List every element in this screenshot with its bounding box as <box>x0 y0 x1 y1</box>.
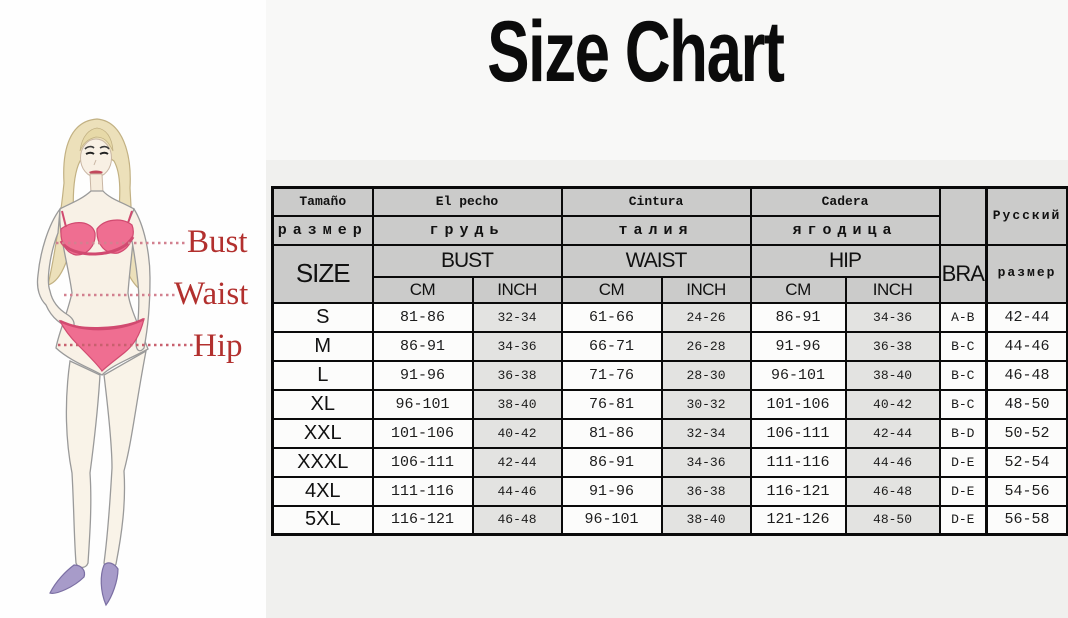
cell-waist-inch: 36-38 <box>662 477 751 506</box>
header-tamano: Tamaño <box>273 188 373 216</box>
header-bra: BRA <box>940 245 987 303</box>
cell-ru-size: 50-52 <box>987 419 1068 448</box>
header-el-pecho: El pecho <box>373 188 562 216</box>
header-razmer-ru-col: размер <box>987 245 1068 303</box>
cell-waist-cm: 81-86 <box>562 419 662 448</box>
cell-size: XL <box>273 390 373 419</box>
cell-size: XXL <box>273 419 373 448</box>
cell-bra: A-B <box>940 303 987 332</box>
header-waist-inch: INCH <box>662 277 751 303</box>
cell-bust-inch: 36-38 <box>473 361 562 390</box>
cell-hip-inch: 42-44 <box>846 419 940 448</box>
cell-waist-cm: 76-81 <box>562 390 662 419</box>
header-yagoditsa: ягодица <box>751 216 940 245</box>
shoe-left <box>50 565 85 593</box>
cell-hip-inch: 46-48 <box>846 477 940 506</box>
header-cadera: Cadera <box>751 188 940 216</box>
cell-bra: B-C <box>940 390 987 419</box>
cell-waist-cm: 91-96 <box>562 477 662 506</box>
cell-bust-cm: 91-96 <box>373 361 473 390</box>
cell-bust-cm: 101-106 <box>373 419 473 448</box>
cell-size: 4XL <box>273 477 373 506</box>
cell-waist-inch: 38-40 <box>662 506 751 535</box>
cell-bra: B-C <box>940 332 987 361</box>
cell-bust-cm: 106-111 <box>373 448 473 477</box>
leg-right <box>104 351 146 568</box>
cell-waist-inch: 34-36 <box>662 448 751 477</box>
header-taliya: талия <box>562 216 751 245</box>
body-measurement-illustration <box>0 113 270 618</box>
cell-bust-inch: 32-34 <box>473 303 562 332</box>
size-row-m <box>273 332 1068 361</box>
header-empty-cell <box>940 188 987 245</box>
cell-bust-inch: 38-40 <box>473 390 562 419</box>
header-hip-cm: CM <box>751 277 846 303</box>
cell-bust-cm: 81-86 <box>373 303 473 332</box>
header-waist: WAIST <box>562 245 751 277</box>
cell-hip-inch: 48-50 <box>846 506 940 535</box>
header-razmer: размер <box>273 216 373 245</box>
header-hip: HIP <box>751 245 940 277</box>
page-title: Size Chart <box>486 4 784 100</box>
cell-waist-inch: 24-26 <box>662 303 751 332</box>
cell-ru-size: 42-44 <box>987 303 1068 332</box>
size-row-s <box>273 303 1068 332</box>
header-russkiy: Русский <box>987 188 1068 245</box>
cell-bra: B-C <box>940 361 987 390</box>
cell-bust-inch: 42-44 <box>473 448 562 477</box>
cell-bust-cm: 86-91 <box>373 332 473 361</box>
cell-hip-inch: 36-38 <box>846 332 940 361</box>
header-row-spanish <box>273 188 1068 216</box>
cell-hip-cm: 91-96 <box>751 332 846 361</box>
header-waist-cm: CM <box>562 277 662 303</box>
cell-hip-inch: 40-42 <box>846 390 940 419</box>
cell-waist-inch: 28-30 <box>662 361 751 390</box>
cell-bust-cm: 96-101 <box>373 390 473 419</box>
header-grud: грудь <box>373 216 562 245</box>
size-row-xl <box>273 390 1068 419</box>
size-row-xxxl <box>273 448 1068 477</box>
cell-hip-cm: 96-101 <box>751 361 846 390</box>
page-title-wrap <box>270 6 1000 98</box>
cell-waist-cm: 66-71 <box>562 332 662 361</box>
header-bust-cm: CM <box>373 277 473 303</box>
cell-hip-cm: 116-121 <box>751 477 846 506</box>
size-row-xxl <box>273 419 1068 448</box>
cell-hip-inch: 34-36 <box>846 303 940 332</box>
cell-ru-size: 56-58 <box>987 506 1068 535</box>
cell-bra: D-E <box>940 506 987 535</box>
cell-ru-size: 48-50 <box>987 390 1068 419</box>
cell-waist-inch: 26-28 <box>662 332 751 361</box>
header-size: SIZE <box>273 245 373 303</box>
header-row-english <box>273 245 1068 277</box>
cell-hip-cm: 101-106 <box>751 390 846 419</box>
cell-size: S <box>273 303 373 332</box>
header-bust: BUST <box>373 245 562 277</box>
cell-size: XXXL <box>273 448 373 477</box>
cell-hip-inch: 44-46 <box>846 448 940 477</box>
cell-waist-inch: 30-32 <box>662 390 751 419</box>
leg-left <box>66 361 100 568</box>
cell-bra: D-E <box>940 477 987 506</box>
cell-waist-cm: 71-76 <box>562 361 662 390</box>
cell-hip-cm: 111-116 <box>751 448 846 477</box>
cell-ru-size: 54-56 <box>987 477 1068 506</box>
cell-size: M <box>273 332 373 361</box>
cell-hip-cm: 121-126 <box>751 506 846 535</box>
cell-bust-inch: 34-36 <box>473 332 562 361</box>
cell-hip-cm: 86-91 <box>751 303 846 332</box>
cell-hip-inch: 38-40 <box>846 361 940 390</box>
cell-waist-inch: 32-34 <box>662 419 751 448</box>
cell-hip-cm: 106-111 <box>751 419 846 448</box>
cell-bust-inch: 44-46 <box>473 477 562 506</box>
waist-label: Waist <box>174 276 249 312</box>
neck <box>90 174 103 193</box>
shoe-right <box>101 563 118 605</box>
cell-waist-cm: 61-66 <box>562 303 662 332</box>
cell-bust-cm: 111-116 <box>373 477 473 506</box>
size-chart-table <box>271 186 1068 536</box>
bust-label: Bust <box>187 224 248 260</box>
header-hip-inch: INCH <box>846 277 940 303</box>
cell-ru-size: 52-54 <box>987 448 1068 477</box>
cell-bust-inch: 40-42 <box>473 419 562 448</box>
cell-bust-inch: 46-48 <box>473 506 562 535</box>
cell-ru-size: 46-48 <box>987 361 1068 390</box>
size-row-l <box>273 361 1068 390</box>
size-row-4xl <box>273 477 1068 506</box>
cell-bust-cm: 116-121 <box>373 506 473 535</box>
cell-bra: B-D <box>940 419 987 448</box>
hip-label: Hip <box>193 328 243 364</box>
header-cintura: Cintura <box>562 188 751 216</box>
cell-waist-cm: 86-91 <box>562 448 662 477</box>
cell-bra: D-E <box>940 448 987 477</box>
cell-size: 5XL <box>273 506 373 535</box>
cell-ru-size: 44-46 <box>987 332 1068 361</box>
size-row-5xl <box>273 506 1068 535</box>
cell-waist-cm: 96-101 <box>562 506 662 535</box>
header-bust-inch: INCH <box>473 277 562 303</box>
cell-size: L <box>273 361 373 390</box>
